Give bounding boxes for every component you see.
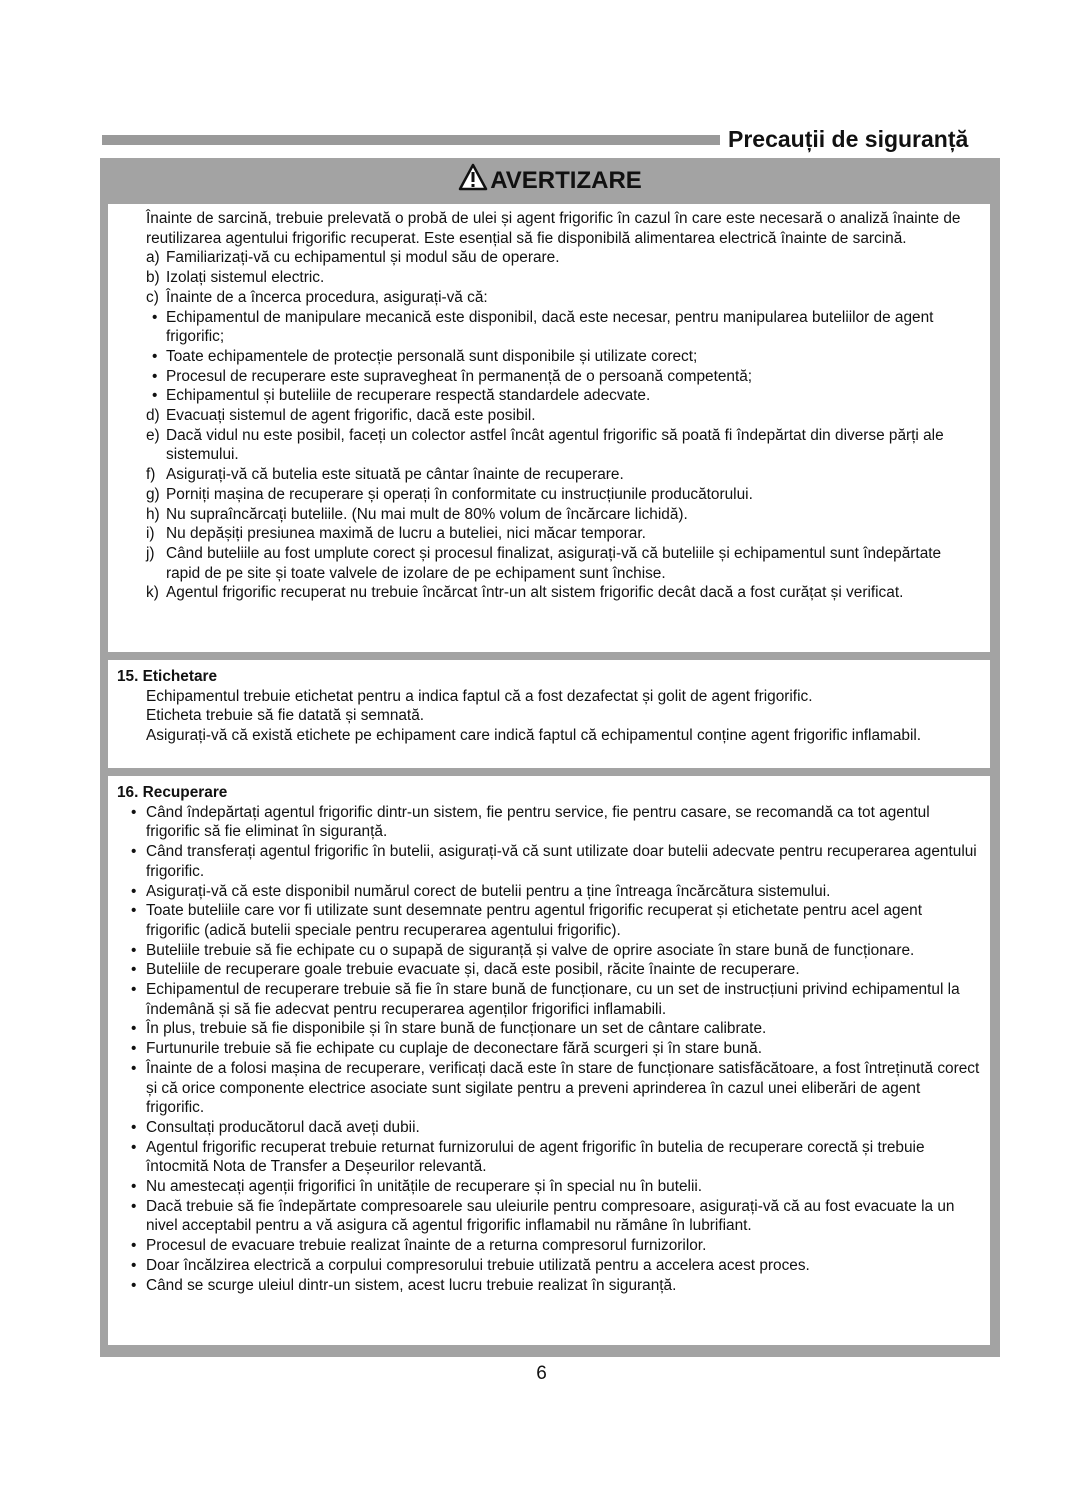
list-marker: c) xyxy=(146,288,159,306)
list-item xyxy=(146,524,978,544)
list-text: Echipamentul și buteliile de recuperare respectă standardele adecvate. xyxy=(166,387,651,405)
list-marker: j) xyxy=(146,544,155,562)
list-item xyxy=(146,485,978,505)
section-heading: 16. Recuperare xyxy=(117,784,228,801)
warning-box xyxy=(100,158,1000,1357)
section-recovery xyxy=(108,776,990,1345)
list-marker: • xyxy=(152,367,158,385)
bullet-icon: • xyxy=(131,902,137,920)
list-text: Agentul frigorific recuperat trebuie returnat furnizorului de agent frigorific în butelia de recuperare corectă și trebuie întocmită Nota de Transfer a Deșeurilor relevantă. xyxy=(146,1138,925,1176)
list-item xyxy=(117,941,980,961)
intro-paragraph: Înainte de sarcină, trebuie prelevată o probă de ulei și agent frigorific în cazul în care este necesară o analiză înainte de reutilizarea agentului frigorific recuperat. Este esențial să fie disponibilă alimentarea electrică înainte de sarcină. xyxy=(146,210,961,247)
list-text: Nu supraîncărcați buteliile. (Nu mai mult de 80% volum de încărcare lichidă). xyxy=(166,505,688,523)
section-labelling xyxy=(108,660,990,768)
warning-triangle-icon xyxy=(458,163,490,199)
list-item xyxy=(146,288,978,308)
page-title: Precauții de siguranță xyxy=(728,126,969,152)
list-text: Buteliile de recuperare goale trebuie evacuate și, dacă este posibil, răcite înainte de recuperare. xyxy=(146,961,800,979)
list-marker: f) xyxy=(146,466,156,484)
list-text: În plus, trebuie să fie disponibile și în stare bună de funcționare un set de cântare calibrate. xyxy=(146,1020,767,1038)
list-item xyxy=(146,544,978,583)
list-marker: h) xyxy=(146,505,160,523)
list-marker: d) xyxy=(146,407,160,425)
list-marker: g) xyxy=(146,485,160,503)
warning-title: AVERTIZARE xyxy=(490,167,642,194)
list-item xyxy=(146,426,978,465)
bullet-icon: • xyxy=(131,1020,137,1038)
list-text: Nu depășiți presiunea maximă de lucru a buteliei, nici măcar temporar. xyxy=(166,525,646,543)
list-item xyxy=(117,1236,980,1256)
list-text: Echipamentul de manipulare mecanică este disponibil, dacă este necesar, pentru manipularea buteliilor de agent frigorific; xyxy=(166,308,934,346)
bullet-icon: • xyxy=(131,981,137,999)
list-text: Procesul de evacuare trebuie realizat înainte de a returna compresorul furnizorilor. xyxy=(146,1237,707,1255)
list-text: Înainte de a folosi mașina de recuperare, verificați dacă este în stare de funcționare satisfăcătoare, a fost întreținută corect și că orice componente electrice asociate sunt sigilate pentru a preveni aprinderea în cazul unei eliberări de agent frigorific. xyxy=(146,1059,980,1117)
bullet-icon: • xyxy=(131,1276,137,1294)
list-item xyxy=(117,1039,980,1059)
list-marker: e) xyxy=(146,426,160,444)
list-item xyxy=(146,386,978,406)
bullet-icon: • xyxy=(131,1138,137,1156)
list-item xyxy=(146,505,978,525)
bullet-icon: • xyxy=(131,803,137,821)
paragraph: Echipamentul trebuie etichetat pentru a indica faptul că a fost dezafectat și golit de agent frigorific. xyxy=(146,687,813,705)
list-item xyxy=(146,583,978,603)
list-item xyxy=(117,960,980,980)
list-text: Procesul de recuperare este supravegheat în permanență de o persoană competentă; xyxy=(166,367,753,385)
list-text: Echipamentul de recuperare trebuie să fie în stare bună de funcționare, cu un set de instrucțiuni privind echipamentul la îndemână și să fie adecvat pentru recuperarea agenților frigorifici inflamabili. xyxy=(146,981,960,1018)
list-item xyxy=(117,1059,980,1118)
list-item xyxy=(117,882,980,902)
bullet-icon: • xyxy=(131,1178,137,1196)
list-marker: i) xyxy=(146,525,155,543)
bullet-icon: • xyxy=(131,882,137,900)
list-marker: • xyxy=(152,308,158,326)
list-text: Asigurați-vă că este disponibil numărul corect de butelii pentru a ține întreaga încărcătura sistemului. xyxy=(146,882,831,900)
list-text: Doar încălzirea electrică a corpului compresorului trebuie utilizată pentru a accelera acest proces. xyxy=(146,1256,810,1274)
list-item xyxy=(117,980,980,1019)
list-item xyxy=(117,1138,980,1177)
list-text: Când se scurge uleiul dintr-un sistem, acest lucru trebuie realizat în siguranță. xyxy=(146,1276,677,1294)
paragraph: Eticheta trebuie să fie datată și semnată. xyxy=(146,707,425,725)
list-item xyxy=(117,1256,980,1276)
list-text: Consultați producătorul dacă aveți dubii. xyxy=(146,1118,420,1136)
list-item xyxy=(117,901,980,940)
list-marker: b) xyxy=(146,269,160,287)
list-marker: a) xyxy=(146,249,160,267)
list-text: Dacă vidul nu este posibil, faceți un colector astfel încât agentul frigorific să poată fi îndepărtat din diverse părți ale sistemului. xyxy=(166,426,944,464)
list-text: Evacuați sistemul de agent frigorific, dacă este posibil. xyxy=(166,407,536,425)
list-text: Toate buteliile care vor fi utilizate sunt desemnate pentru agentul frigorific recuperat și etichetate pentru acel agent frigorific (adică butelii speciale pentru recuperarea agentului frigorific). xyxy=(146,902,922,939)
list-item xyxy=(146,268,978,288)
list-item xyxy=(146,347,978,367)
list-item xyxy=(117,1177,980,1197)
list-text: Izolați sistemul electric. xyxy=(166,269,325,287)
list-item xyxy=(117,842,980,881)
list-item xyxy=(146,406,978,426)
list-item xyxy=(117,1276,980,1296)
warning-header xyxy=(100,158,1000,204)
list-item xyxy=(117,803,980,842)
bullet-icon: • xyxy=(131,961,137,979)
list-text: Înainte de a încerca procedura, asigurați-vă că: xyxy=(166,288,488,306)
bullet-icon: • xyxy=(131,843,137,861)
list-item xyxy=(117,1197,980,1236)
list-text: Agentul frigorific recuperat nu trebuie încărcat într-un alt sistem frigorific decât dacă a fost curățat și verificat. xyxy=(166,584,904,602)
header-rule xyxy=(102,135,720,145)
list-text: Familiarizați-vă cu echipamentul și modul său de operare. xyxy=(166,249,560,267)
list-text: Furtunurile trebuie să fie echipate cu cuplaje de deconectare fără scurgeri și în stare bună. xyxy=(146,1040,762,1058)
list-item xyxy=(146,367,978,387)
list-marker: • xyxy=(152,387,158,405)
list-marker: k) xyxy=(146,584,159,602)
section-heading: 15. Etichetare xyxy=(117,668,218,685)
bullet-icon: • xyxy=(131,1237,137,1255)
page-number: 6 xyxy=(536,1363,547,1384)
list-item xyxy=(146,308,978,347)
bullet-icon: • xyxy=(131,941,137,959)
list-item xyxy=(117,1118,980,1138)
list-text: Dacă trebuie să fie îndepărtate compresoarele sau uleiurile pentru compresoare, asigurați-vă că au fost evacuate la un nivel acceptabil pentru a vă asigura că agentul frigorific inflamabil nu rămâne în lubrifiant. xyxy=(146,1197,955,1235)
bullet-icon: • xyxy=(131,1256,137,1274)
list-item xyxy=(146,248,978,268)
list-marker: • xyxy=(152,347,158,365)
bullet-icon: • xyxy=(131,1059,137,1077)
list-text: Când transferați agentul frigorific în butelii, asigurați-vă că sunt utilizate doar butelii adecvate pentru recuperarea agentului frigorific. xyxy=(146,843,977,880)
bullet-icon: • xyxy=(131,1118,137,1136)
list-item xyxy=(146,465,978,485)
list-item xyxy=(117,1019,980,1039)
list-text: Toate echipamentele de protecție personală sunt disponibile și utilizate corect; xyxy=(166,347,698,365)
recovery-steps-panel xyxy=(108,204,990,652)
list-text: Porniți mașina de recuperare și operați în conformitate cu instrucțiunile producătorului. xyxy=(166,485,753,503)
list-text: Nu amestecați agenții frigorifici în unitățile de recuperare și în special nu în butelii. xyxy=(146,1178,703,1196)
list-text: Când îndepărtați agentul frigorific dintr-un sistem, fie pentru service, fie pentru casare, se recomandă ca tot agentul frigorific să fie eliminat în siguranță. xyxy=(146,803,930,841)
bullet-icon: • xyxy=(131,1040,137,1058)
list-text: Asigurați-vă că butelia este situată pe cântar înainte de recuperare. xyxy=(166,466,624,484)
paragraph: Asigurați-vă că există etichete pe echipament care indică faptul că echipamentul conține agent frigorific inflamabil. xyxy=(146,727,922,745)
list-text: Când buteliile au fost umplute corect și procesul finalizat, asigurați-vă că buteliile și echipamentul sunt îndepărtate rapid de pe site și toate valvele de izolare de pe echipament sunt închise. xyxy=(166,544,942,582)
list-text: Buteliile trebuie să fie echipate cu o supapă de siguranță și valve de oprire asociate în stare bună de funcționare. xyxy=(146,941,915,959)
bullet-icon: • xyxy=(131,1197,137,1215)
